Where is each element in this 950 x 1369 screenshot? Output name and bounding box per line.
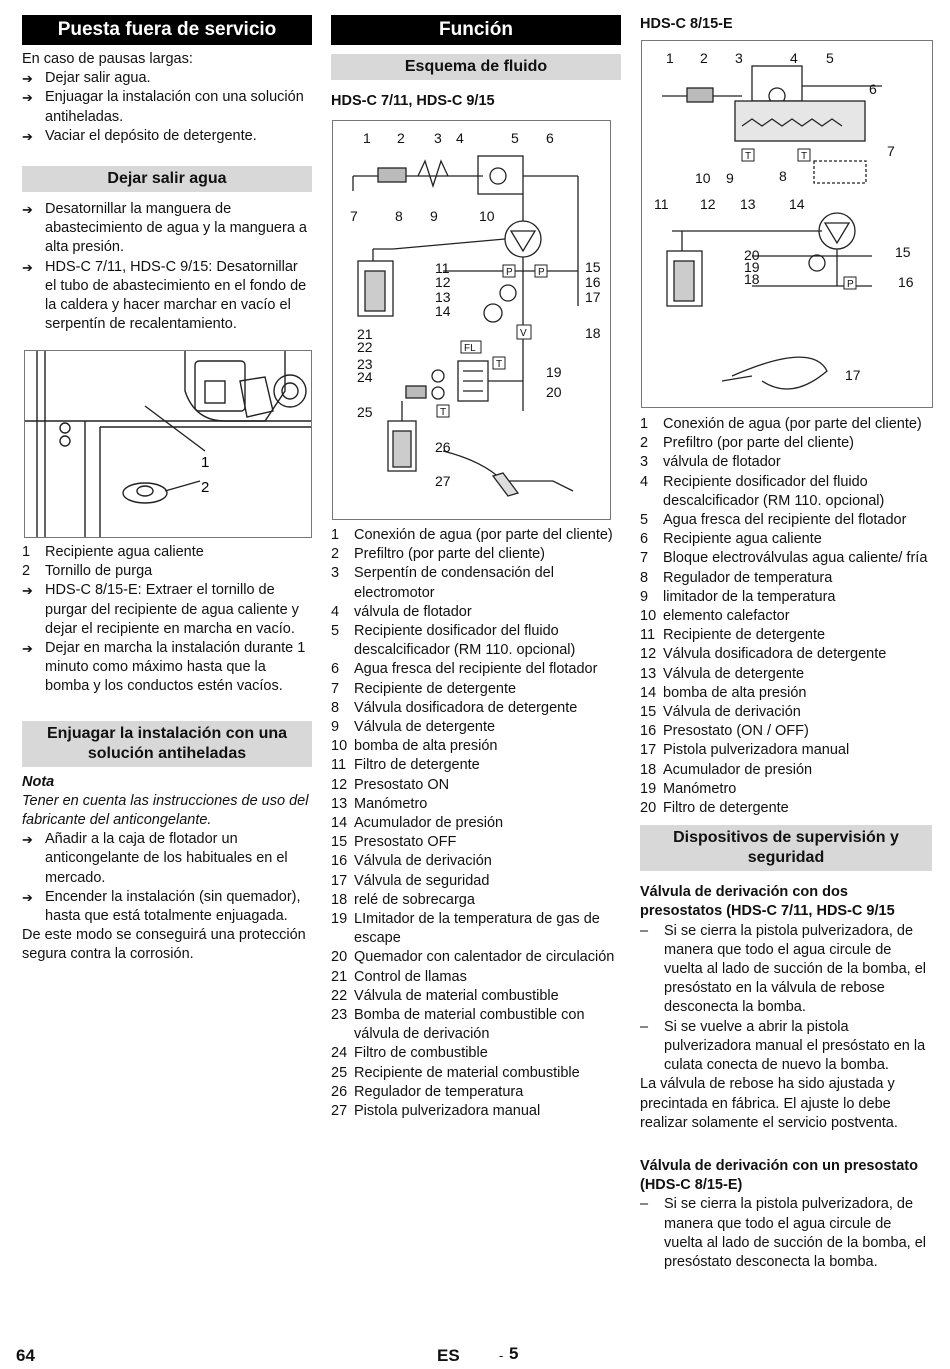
step-item: ➔ Dejar en marcha la instalación durante 1 minuto como máximo hasta que la bomba y los conductos estén vacíos. [22,639,312,697]
diagram-label: 14 [435,303,451,319]
model-label: HDS-C 8/15-E [640,16,733,32]
photo-label: 1 [201,454,210,471]
note-label: Nota [22,773,55,790]
fluid-legend-list [331,526,621,1121]
legend-item: 10 elemento calefactor [640,608,790,625]
diagram-tag: T [801,151,808,162]
legend-item: 3 Serpentín de condensación del electromotor [331,565,554,601]
diagram-tag: FL [464,343,476,354]
diagram-label: 27 [435,473,451,489]
boiler-drawing [25,351,311,537]
diagram-label: 5 [826,50,834,66]
subheading-rinse: Enjuagar la instalación con una solución antiheladas [22,721,312,767]
dash-item: – Si se cierra la pistola pulverizadora, de manera que todo el agua circule de vuelta al lado de succión de la bomba, el presóstato desconecta la bomba. [640,1195,932,1272]
diagram-label: 21 [357,326,373,342]
photo-label: 2 [201,479,210,496]
legend-item: 11 Filtro de detergente [331,757,480,774]
legend-item: 2 Prefiltro (por parte del cliente) [331,546,545,563]
legend-item: 16 Presostato (ON / OFF) [640,723,809,740]
legend-item: 4 Recipiente dosificador del fluido descalcificador (RM 110. opcional) [640,473,885,509]
dash-item: – Si se cierra la pistola pulverizadora, de manera que todo el agua circule de vuelta al lado de succión de la bomba, el presóstato en la válvula de rebose desconecta la bomba. [640,922,932,1018]
legend-item: 19 Manómetro [640,780,737,797]
middle-legend [331,526,621,1121]
drain-steps-2 [22,581,312,696]
diagram-label: 16 [585,274,601,290]
step-item: ➔ HDS-C 7/11, HDS-C 9/15: Desatornillar el tubo de abastecimiento en el fondo de la caldera y hacer marchar en vacío el serpentín de recalentamiento. [22,258,312,335]
diagram-label: 5 [511,130,519,146]
legend-item: 25 Recipiente de material combustible [331,1064,580,1081]
legend-item: 20 Quemador con calentador de circulación [331,949,615,966]
legend-item: 1 Recipiente agua caliente [22,544,204,560]
diagram-tag: V [520,328,527,339]
legend-item: 6 Recipiente agua caliente [640,531,822,548]
diagram-tag: P [847,279,854,290]
diagram-label: 7 [887,143,895,159]
diagram-label: 17 [845,367,861,383]
diagram-label: 19 [744,259,760,275]
legend-item: 4 válvula de flotador [331,603,472,620]
legend-item: 15 Presostato OFF [331,834,457,851]
legend-item: 7 Recipiente de detergente [331,680,517,697]
legend-item: 13 Manómetro [331,795,428,812]
model-label: HDS-C 7/11, HDS-C 9/15 [331,93,495,109]
legend-item: 17 Válvula de seguridad [331,872,490,889]
legend-item: 16 Válvula de derivación [331,853,492,870]
diagram-label: 12 [435,274,451,290]
section-title-decommission: Puesta fuera de servicio [22,15,312,45]
diagram-label: 2 [700,50,708,66]
diagram-label: 17 [585,289,601,305]
legend-item: 1 Conexión de agua (por parte del cliente) [640,416,922,432]
diagram-label: 26 [435,439,451,455]
legend-item: 18 relé de sobrecarga [331,891,475,908]
language-code: ES [437,1346,460,1365]
boiler-drain-illustration [24,350,312,538]
diagram-label: 23 [357,356,373,372]
diagram-tag: T [745,151,752,162]
step-item: ➔ Vaciar el depósito de detergente. [22,127,312,146]
legend-item: 12 Válvula dosificadora de detergente [640,646,887,663]
left-column [22,0,312,334]
diagram-label: 14 [789,196,805,212]
legend-item: 20 Filtro de detergente [640,800,789,817]
legend-item: 1 Conexión de agua (por parte del cliente) [331,527,613,543]
step-item: ➔ Añadir a la caja de flotador un anticongelante de los habituales en el mercado. [22,830,312,888]
subheading-drain: Dejar salir agua [22,166,312,192]
diagram-label: 2 [397,130,405,146]
step-item: ➔ Desatornillar la manguera de abastecimiento de agua y la manguera a alta presión. [22,200,312,258]
legend-item: 5 Recipiente dosificador del fluido descalcificador (RM 110. opcional) [331,623,576,659]
legend-item: 9 Válvula de detergente [331,719,496,736]
legend-item: 8 Regulador de temperatura [640,569,833,586]
right-column [640,0,932,34]
subheading-fluid-scheme: Esquema de fluido [331,54,621,80]
fluid-diagram-a [333,121,610,519]
diagram-label: 13 [435,289,451,305]
legend-item: 15 Válvula de derivación [640,704,801,721]
legend-item: 8 Válvula dosificadora de detergente [331,699,578,716]
diagram-label: 8 [395,208,403,224]
fluid-scheme-diagram-a [332,120,611,520]
page-number: 64 [16,1346,35,1365]
legend-item: 19 LImitador de la temperatura de gas de escape [331,911,600,947]
legend-item: 13 Válvula de detergente [640,665,805,682]
legend-item: 2 Tornillo de purga [22,563,153,580]
middle-column [331,0,621,111]
legend-item: 3 válvula de flotador [640,454,781,471]
diagram-tag: P [506,267,513,278]
legend-item: 11 Recipiente de detergente [640,627,826,644]
valve-two-pressostat-heading: Válvula de derivación con dos presostatos (HDS-C 7/11, HDS-C 9/15 [640,884,895,920]
legend-item: 14 Acumulador de presión [331,815,504,832]
diagram-label: 12 [700,196,716,212]
diagram-label: 7 [350,208,358,224]
diagram-label: 8 [779,168,787,184]
photo-legend [22,543,312,581]
diagram-label: 16 [898,274,914,290]
diagram-tag: T [440,407,447,418]
legend-item: 6 Agua fresca del recipiente del flotador [331,661,598,678]
diagram-label: 3 [735,50,743,66]
decommission-steps [22,69,312,146]
legend-item: 7 Bloque electroválvulas agua caliente/ fría [640,550,928,567]
legend-item: 10 bomba de alta presión [331,738,498,755]
diagram-label: 4 [790,50,798,66]
diagram-label: 1 [666,50,674,66]
valve-one-pressostat-heading: Válvula de derivación con un presostato (HDS-C 8/15-E) [640,1157,918,1194]
step-item: ➔ Enjuagar la instalación con una solución antiheladas. [22,88,312,126]
legend-item: 9 limitador de la temperatura [640,588,836,605]
legend-item: 18 Acumulador de presión [640,761,813,778]
diagram-label: 10 [479,208,495,224]
fluid-scheme-diagram-b [641,40,933,408]
step-item: ➔ HDS-C 8/15-E: Extraer el tornillo de purgar del recipiente de agua caliente y dejar el recipiente en marcha en vacío. [22,581,312,639]
legend-item: 27 Pistola pulverizadora manual [331,1103,541,1120]
diagram-label: 3 [434,130,442,146]
legend-item: 5 Agua fresca del recipiente del flotador [640,512,907,529]
diagram-label: 20 [744,247,760,263]
diagram-label: 22 [357,339,373,355]
diagram-label: 15 [585,259,601,275]
diagram-label: 6 [869,81,877,97]
legend-item: 24 Filtro de combustible [331,1045,488,1062]
diagram-label: 11 [435,260,450,276]
diagram-label: 13 [740,196,756,212]
section-page-number: 5 [509,1344,519,1363]
intro-text: En caso de pausas largas: [22,51,193,67]
diagram-label: 24 [357,369,373,385]
page-separator: - [499,1348,504,1363]
diagram-label: 9 [726,170,734,186]
rinse-conclusion: De este modo se conseguirá una protección segura contra la corrosión. [22,927,306,963]
diagram-label: 25 [357,404,373,420]
fluid-diagram-b [642,41,932,407]
step-item: ➔ Dejar salir agua. [22,69,312,88]
diagram-label: 9 [430,208,438,224]
diagram-tag: T [496,359,503,370]
legend-item: 23 Bomba de material combustible con válvula de derivación [331,1007,585,1043]
diagram-label: 20 [546,384,562,400]
note-text: Tener en cuenta las instrucciones de uso del fabricante del anticongelante. [22,792,309,829]
rinse-steps [22,830,312,926]
legend-item: 17 Pistola pulverizadora manual [640,742,850,759]
legend-item: 22 Válvula de material combustible [331,987,559,1004]
subheading-safety: Dispositivos de supervisión y seguridad [640,825,932,871]
diagram-label: 6 [546,130,554,146]
diagram-label: 15 [895,244,911,260]
fluid-legend-list-b [640,415,932,818]
legend-item: 26 Regulador de temperatura [331,1083,524,1100]
right-column-lower [640,415,932,1272]
diagram-label: 19 [546,364,562,380]
diagram-label: 18 [744,271,760,287]
legend-item: 12 Presostato ON [331,776,450,793]
legend-item: 2 Prefiltro (por parte del cliente) [640,435,854,452]
legend-item: 21 Control de llamas [331,968,467,985]
dash-item: – Si se vuelve a abrir la pistola pulverizadora manual el presóstato en la culata conecta de nuevo la bomba. [640,1018,932,1076]
drain-steps [22,200,312,334]
diagram-label: 1 [363,130,371,146]
valve-note: La válvula de rebose ha sido ajustada y precintada en fábrica. El ajuste lo debe realizar solamente el servicio postventa. [640,1076,898,1131]
diagram-label: 11 [654,196,669,212]
step-item: ➔ Encender la instalación (sin quemador), hasta que está totalmente enjuagada. [22,888,312,926]
section-title-function: Función [331,15,621,45]
diagram-tag: P [538,267,545,278]
left-column-lower [22,543,312,965]
diagram-label: 18 [585,325,601,341]
diagram-label: 4 [456,130,464,146]
diagram-label: 10 [695,170,711,186]
legend-item: 14 bomba de alta presión [640,684,807,701]
